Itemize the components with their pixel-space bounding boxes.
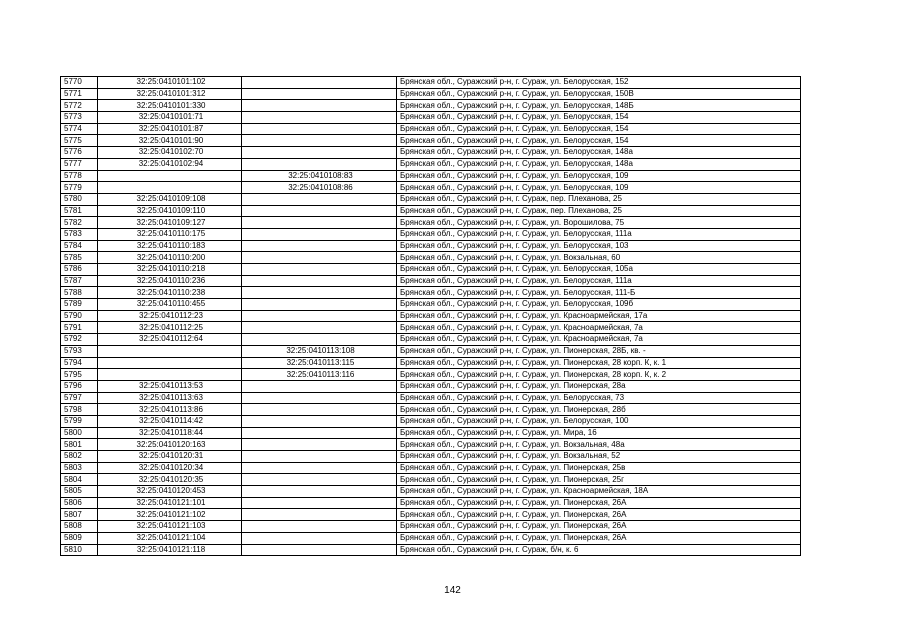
related-cadastral-number-cell xyxy=(242,462,397,474)
related-cadastral-number-cell: 32:25:0410113:115 xyxy=(242,357,397,369)
row-number-cell: 5810 xyxy=(61,544,98,556)
address-cell: Брянская обл., Суражский р-н, г. Сураж, ул. Белорусская, 103 xyxy=(397,240,801,252)
cadastral-number-cell: 32:25:0410110:455 xyxy=(98,299,242,311)
table-row xyxy=(61,193,801,205)
table-row xyxy=(61,310,801,322)
related-cadastral-number-cell xyxy=(242,415,397,427)
related-cadastral-number-cell xyxy=(242,497,397,509)
address-cell: Брянская обл., Суражский р-н, г. Сураж, ул. Красноармейская, 17а xyxy=(397,310,801,322)
address-cell: Брянская обл., Суражский р-н, г. Сураж, ул. Красноармейская, 7а xyxy=(397,334,801,346)
related-cadastral-number-cell xyxy=(242,264,397,276)
row-number-cell: 5796 xyxy=(61,380,98,392)
row-number-cell: 5790 xyxy=(61,310,98,322)
related-cadastral-number-cell xyxy=(242,147,397,159)
row-number-cell: 5794 xyxy=(61,357,98,369)
cadastral-number-cell: 32:25:0410113:63 xyxy=(98,392,242,404)
address-cell: Брянская обл., Суражский р-н, г. Сураж, ул. Пионерская, 25г xyxy=(397,474,801,486)
address-cell: Брянская обл., Суражский р-н, г. Сураж, ул. Вокзальная, 52 xyxy=(397,451,801,463)
table-row xyxy=(61,427,801,439)
address-cell: Брянская обл., Суражский р-н, г. Сураж, ул. Белорусская, 111-Б xyxy=(397,287,801,299)
address-cell: Брянская обл., Суражский р-н, г. Сураж, ул. Белорусская, 150В xyxy=(397,88,801,100)
row-number-cell: 5792 xyxy=(61,334,98,346)
related-cadastral-number-cell xyxy=(242,439,397,451)
related-cadastral-number-cell xyxy=(242,322,397,334)
related-cadastral-number-cell xyxy=(242,392,397,404)
related-cadastral-number-cell: 32:25:0410113:108 xyxy=(242,345,397,357)
related-cadastral-number-cell: 32:25:0410108:86 xyxy=(242,182,397,194)
related-cadastral-number-cell xyxy=(242,334,397,346)
cadastral-number-cell: 32:25:0410110:183 xyxy=(98,240,242,252)
cadastral-number-cell: 32:25:0410109:110 xyxy=(98,205,242,217)
row-number-cell: 5771 xyxy=(61,88,98,100)
cadastral-number-cell: 32:25:0410110:238 xyxy=(98,287,242,299)
row-number-cell: 5795 xyxy=(61,369,98,381)
cadastral-number-cell: 32:25:0410121:102 xyxy=(98,509,242,521)
related-cadastral-number-cell xyxy=(242,544,397,556)
address-cell: Брянская обл., Суражский р-н, г. Сураж, ул. Вокзальная, 48а xyxy=(397,439,801,451)
related-cadastral-number-cell xyxy=(242,193,397,205)
cadastral-number-cell: 32:25:0410110:218 xyxy=(98,264,242,276)
related-cadastral-number-cell xyxy=(242,404,397,416)
related-cadastral-number-cell xyxy=(242,486,397,498)
related-cadastral-number-cell xyxy=(242,275,397,287)
table-row xyxy=(61,532,801,544)
address-cell: Брянская обл., Суражский р-н, г. Сураж, ул. Белорусская, 154 xyxy=(397,112,801,124)
row-number-cell: 5778 xyxy=(61,170,98,182)
cadastral-number-cell: 32:25:0410121:118 xyxy=(98,544,242,556)
row-number-cell: 5809 xyxy=(61,532,98,544)
cadastral-number-cell: 32:25:0410101:102 xyxy=(98,77,242,89)
table-row xyxy=(61,451,801,463)
row-number-cell: 5772 xyxy=(61,100,98,112)
cadastral-number-cell: 32:25:0410110:175 xyxy=(98,228,242,240)
row-number-cell: 5785 xyxy=(61,252,98,264)
table-row xyxy=(61,357,801,369)
related-cadastral-number-cell xyxy=(242,310,397,322)
address-cell: Брянская обл., Суражский р-н, г. Сураж, ул. Красноармейская, 18А xyxy=(397,486,801,498)
table-row xyxy=(61,88,801,100)
related-cadastral-number-cell xyxy=(242,380,397,392)
cadastral-number-cell: 32:25:0410101:87 xyxy=(98,123,242,135)
cadastral-number-cell: 32:25:0410102:94 xyxy=(98,158,242,170)
table-row xyxy=(61,287,801,299)
address-cell: Брянская обл., Суражский р-н, г. Сураж, ул. Пионерская, 28б xyxy=(397,404,801,416)
related-cadastral-number-cell xyxy=(242,112,397,124)
cadastral-number-cell: 32:25:0410109:127 xyxy=(98,217,242,229)
row-number-cell: 5775 xyxy=(61,135,98,147)
table-row xyxy=(61,299,801,311)
related-cadastral-number-cell: 32:25:0410113:116 xyxy=(242,369,397,381)
related-cadastral-number-cell xyxy=(242,287,397,299)
row-number-cell: 5791 xyxy=(61,322,98,334)
cadastral-number-cell: 32:25:0410120:34 xyxy=(98,462,242,474)
property-registry-table xyxy=(60,76,801,556)
table-row xyxy=(61,462,801,474)
table-row xyxy=(61,322,801,334)
cadastral-number-cell xyxy=(98,369,242,381)
row-number-cell: 5802 xyxy=(61,451,98,463)
address-cell: Брянская обл., Суражский р-н, г. Сураж, ул. Пионерская, 26А xyxy=(397,521,801,533)
table-row xyxy=(61,544,801,556)
cadastral-number-cell: 32:25:0410101:90 xyxy=(98,135,242,147)
row-number-cell: 5800 xyxy=(61,427,98,439)
address-cell: Брянская обл., Суражский р-н, г. Сураж, ул. Ворошилова, 75 xyxy=(397,217,801,229)
row-number-cell: 5793 xyxy=(61,345,98,357)
table-row xyxy=(61,123,801,135)
row-number-cell: 5782 xyxy=(61,217,98,229)
related-cadastral-number-cell xyxy=(242,77,397,89)
row-number-cell: 5806 xyxy=(61,497,98,509)
cadastral-number-cell: 32:25:0410110:200 xyxy=(98,252,242,264)
table-row xyxy=(61,486,801,498)
row-number-cell: 5797 xyxy=(61,392,98,404)
address-cell: Брянская обл., Суражский р-н, г. Сураж, пер. Плеханова, 25 xyxy=(397,205,801,217)
table-row xyxy=(61,345,801,357)
cadastral-number-cell: 32:25:0410120:453 xyxy=(98,486,242,498)
related-cadastral-number-cell xyxy=(242,205,397,217)
address-cell: Брянская обл., Суражский р-н, г. Сураж, ул. Белорусская, 109 xyxy=(397,170,801,182)
table-row xyxy=(61,147,801,159)
related-cadastral-number-cell xyxy=(242,509,397,521)
page-number: 142 xyxy=(444,585,461,596)
row-number-cell: 5777 xyxy=(61,158,98,170)
cadastral-number-cell: 32:25:0410121:101 xyxy=(98,497,242,509)
table-row xyxy=(61,100,801,112)
row-number-cell: 5803 xyxy=(61,462,98,474)
table-row xyxy=(61,112,801,124)
table-row xyxy=(61,182,801,194)
row-number-cell: 5774 xyxy=(61,123,98,135)
related-cadastral-number-cell xyxy=(242,135,397,147)
row-number-cell: 5801 xyxy=(61,439,98,451)
address-cell: Брянская обл., Суражский р-н, г. Сураж, б/н, к. 6 xyxy=(397,544,801,556)
cadastral-number-cell: 32:25:0410114:42 xyxy=(98,415,242,427)
table-row xyxy=(61,275,801,287)
address-cell: Брянская обл., Суражский р-н, г. Сураж, ул. Белорусская, 109б xyxy=(397,299,801,311)
table-row xyxy=(61,521,801,533)
address-cell: Брянская обл., Суражский р-н, г. Сураж, ул. Белорусская, 148Б xyxy=(397,100,801,112)
row-number-cell: 5787 xyxy=(61,275,98,287)
related-cadastral-number-cell xyxy=(242,88,397,100)
address-cell: Брянская обл., Суражский р-н, г. Сураж, ул. Белорусская, 73 xyxy=(397,392,801,404)
table-row xyxy=(61,334,801,346)
cadastral-number-cell: 32:25:0410121:104 xyxy=(98,532,242,544)
address-cell: Брянская обл., Суражский р-н, г. Сураж, ул. Белорусская, 154 xyxy=(397,135,801,147)
table-row xyxy=(61,369,801,381)
table-row xyxy=(61,77,801,89)
cadastral-number-cell: 32:25:0410120:35 xyxy=(98,474,242,486)
row-number-cell: 5799 xyxy=(61,415,98,427)
cadastral-number-cell: 32:25:0410113:53 xyxy=(98,380,242,392)
address-cell: Брянская обл., Суражский р-н, г. Сураж, ул. Пионерская, 28а xyxy=(397,380,801,392)
related-cadastral-number-cell xyxy=(242,217,397,229)
row-number-cell: 5807 xyxy=(61,509,98,521)
related-cadastral-number-cell xyxy=(242,158,397,170)
table-row xyxy=(61,158,801,170)
row-number-cell: 5804 xyxy=(61,474,98,486)
table-row xyxy=(61,404,801,416)
address-cell: Брянская обл., Суражский р-н, г. Сураж, ул. Пионерская, 26А xyxy=(397,509,801,521)
cadastral-number-cell xyxy=(98,170,242,182)
table-row xyxy=(61,497,801,509)
cadastral-number-cell xyxy=(98,182,242,194)
row-number-cell: 5781 xyxy=(61,205,98,217)
cadastral-number-cell: 32:25:0410112:64 xyxy=(98,334,242,346)
row-number-cell: 5770 xyxy=(61,77,98,89)
cadastral-number-cell: 32:25:0410112:23 xyxy=(98,310,242,322)
address-cell: Брянская обл., Суражский р-н, г. Сураж, ул. Пионерская, 28 корп. К, к. 2 xyxy=(397,369,801,381)
related-cadastral-number-cell xyxy=(242,123,397,135)
cadastral-number-cell: 32:25:0410102:70 xyxy=(98,147,242,159)
related-cadastral-number-cell xyxy=(242,100,397,112)
address-cell: Брянская обл., Суражский р-н, г. Сураж, ул. Белорусская, 154 xyxy=(397,123,801,135)
address-cell: Брянская обл., Суражский р-н, г. Сураж, ул. Пионерская, 28Б, кв. - xyxy=(397,345,801,357)
table-row xyxy=(61,228,801,240)
cadastral-number-cell: 32:25:0410101:330 xyxy=(98,100,242,112)
table-row xyxy=(61,392,801,404)
table-row xyxy=(61,170,801,182)
related-cadastral-number-cell xyxy=(242,252,397,264)
address-cell: Брянская обл., Суражский р-н, г. Сураж, ул. Белорусская, 152 xyxy=(397,77,801,89)
cadastral-number-cell: 32:25:0410110:236 xyxy=(98,275,242,287)
cadastral-number-cell: 32:25:0410113:86 xyxy=(98,404,242,416)
related-cadastral-number-cell xyxy=(242,427,397,439)
address-cell: Брянская обл., Суражский р-н, г. Сураж, ул. Белорусская, 105а xyxy=(397,264,801,276)
address-cell: Брянская обл., Суражский р-н, г. Сураж, ул. Пионерская, 26А xyxy=(397,497,801,509)
row-number-cell: 5779 xyxy=(61,182,98,194)
address-cell: Брянская обл., Суражский р-н, г. Сураж, ул. Вокзальная, 60 xyxy=(397,252,801,264)
row-number-cell: 5788 xyxy=(61,287,98,299)
table-row xyxy=(61,240,801,252)
row-number-cell: 5789 xyxy=(61,299,98,311)
address-cell: Брянская обл., Суражский р-н, г. Сураж, ул. Белорусская, 100 xyxy=(397,415,801,427)
cadastral-number-cell: 32:25:0410109:108 xyxy=(98,193,242,205)
table-row xyxy=(61,509,801,521)
registry-table-body xyxy=(61,77,801,556)
cadastral-number-cell: 32:25:0410120:31 xyxy=(98,451,242,463)
row-number-cell: 5808 xyxy=(61,521,98,533)
related-cadastral-number-cell xyxy=(242,532,397,544)
row-number-cell: 5773 xyxy=(61,112,98,124)
address-cell: Брянская обл., Суражский р-н, г. Сураж, пер. Плеханова, 25 xyxy=(397,193,801,205)
related-cadastral-number-cell xyxy=(242,299,397,311)
address-cell: Брянская обл., Суражский р-н, г. Сураж, ул. Мира, 16 xyxy=(397,427,801,439)
address-cell: Брянская обл., Суражский р-н, г. Сураж, ул. Белорусская, 148а xyxy=(397,158,801,170)
related-cadastral-number-cell xyxy=(242,240,397,252)
cadastral-number-cell xyxy=(98,345,242,357)
table-row xyxy=(61,135,801,147)
address-cell: Брянская обл., Суражский р-н, г. Сураж, ул. Пионерская, 26А xyxy=(397,532,801,544)
cadastral-number-cell: 32:25:0410112:25 xyxy=(98,322,242,334)
cadastral-number-cell: 32:25:0410101:312 xyxy=(98,88,242,100)
address-cell: Брянская обл., Суражский р-н, г. Сураж, ул. Белорусская, 109 xyxy=(397,182,801,194)
table-row xyxy=(61,264,801,276)
cadastral-number-cell: 32:25:0410120:163 xyxy=(98,439,242,451)
address-cell: Брянская обл., Суражский р-н, г. Сураж, ул. Красноармейская, 7а xyxy=(397,322,801,334)
related-cadastral-number-cell xyxy=(242,474,397,486)
related-cadastral-number-cell xyxy=(242,228,397,240)
table-row xyxy=(61,439,801,451)
address-cell: Брянская обл., Суражский р-н, г. Сураж, ул. Белорусская, 111а xyxy=(397,275,801,287)
table-row xyxy=(61,474,801,486)
row-number-cell: 5780 xyxy=(61,193,98,205)
related-cadastral-number-cell xyxy=(242,451,397,463)
row-number-cell: 5805 xyxy=(61,486,98,498)
cadastral-number-cell xyxy=(98,357,242,369)
row-number-cell: 5798 xyxy=(61,404,98,416)
cadastral-number-cell: 32:25:0410118:44 xyxy=(98,427,242,439)
address-cell: Брянская обл., Суражский р-н, г. Сураж, ул. Пионерская, 25в xyxy=(397,462,801,474)
related-cadastral-number-cell: 32:25:0410108:83 xyxy=(242,170,397,182)
table-row xyxy=(61,205,801,217)
cadastral-number-cell: 32:25:0410121:103 xyxy=(98,521,242,533)
table-row xyxy=(61,217,801,229)
row-number-cell: 5776 xyxy=(61,147,98,159)
table-row xyxy=(61,380,801,392)
related-cadastral-number-cell xyxy=(242,521,397,533)
row-number-cell: 5783 xyxy=(61,228,98,240)
table-row xyxy=(61,415,801,427)
row-number-cell: 5786 xyxy=(61,264,98,276)
cadastral-number-cell: 32:25:0410101:71 xyxy=(98,112,242,124)
row-number-cell: 5784 xyxy=(61,240,98,252)
address-cell: Брянская обл., Суражский р-н, г. Сураж, ул. Пионерская, 28 корп. К, к. 1 xyxy=(397,357,801,369)
address-cell: Брянская обл., Суражский р-н, г. Сураж, ул. Белорусская, 148а xyxy=(397,147,801,159)
address-cell: Брянская обл., Суражский р-н, г. Сураж, ул. Белорусская, 111а xyxy=(397,228,801,240)
table-row xyxy=(61,252,801,264)
